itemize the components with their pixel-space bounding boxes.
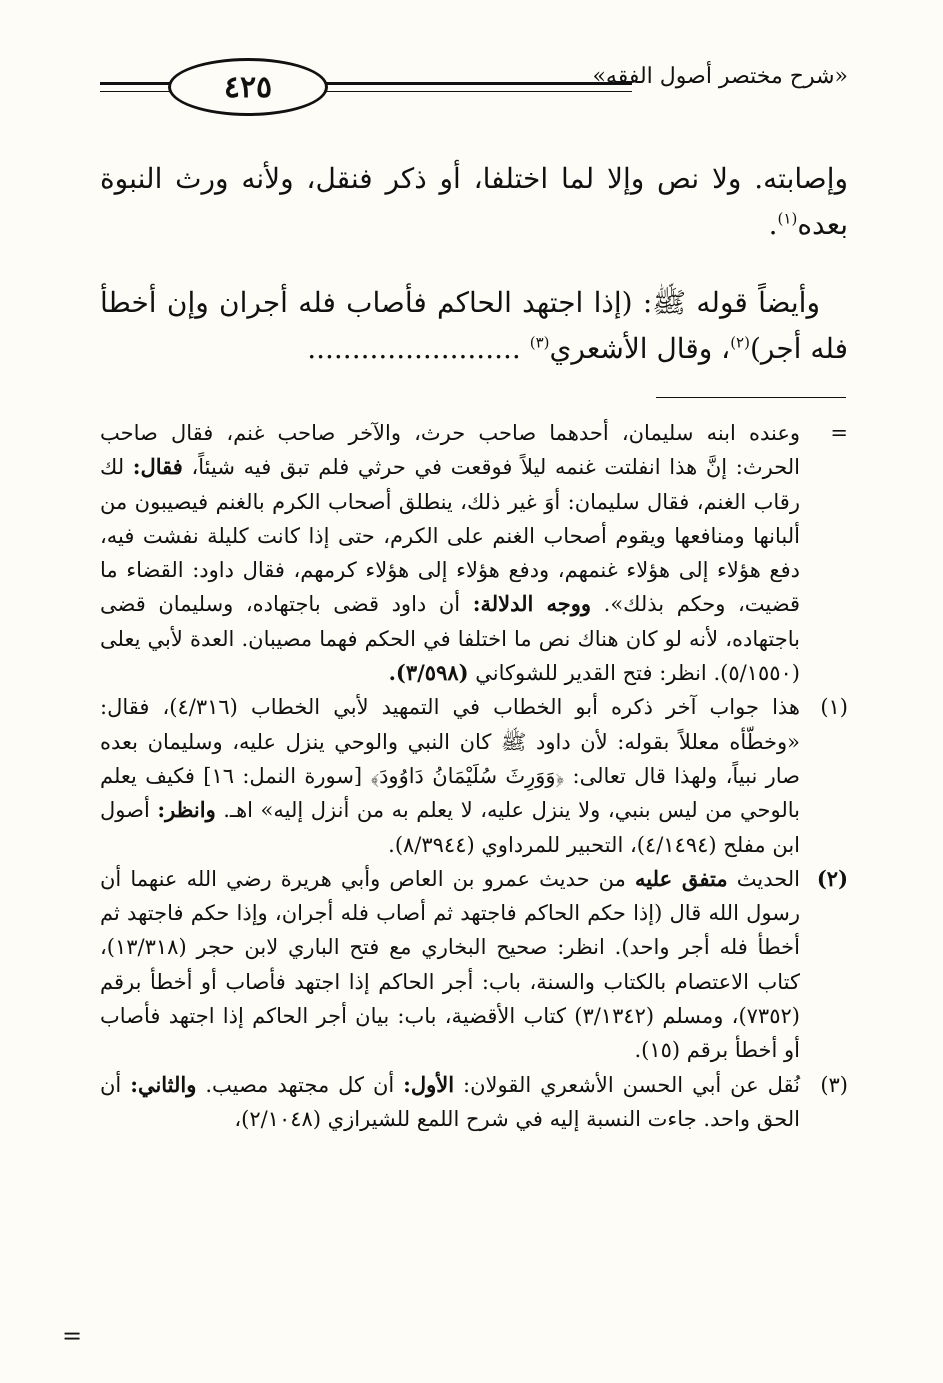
text: لك رقاب الغنم، فقال سليمان: أوَ غير ذلك، ينطلق أصحاب الكرم بالغنم فيصيبون من ألبانها ومنافعها ويقوم أصحاب الغنم على الكرم، حتى إذا كانت كليلة نفشت فيه، دفع هؤلاء إلى هؤلاء غنمهم، ودفع هؤلاء إلى هؤلاء كرمهم، فقال داود: القضاء ما قضيت، وحكم بذلك». [100, 455, 800, 617]
text: أصول ابن مفلح (٤/١٤٩٤)، التحبير للمرداوي (٨/٣٩٤٤). [100, 798, 800, 857]
footnote-continued [100, 416, 848, 690]
text: نُقل عن أبي الحسن الأشعري القولان: [454, 1072, 800, 1097]
running-title: «شرح مختصر أصول الفقه» [592, 64, 848, 89]
bold-text: وانظر: [157, 797, 216, 823]
footnote-1-mark: (١) [820, 695, 848, 720]
body-text: وأيضاً قوله ﷺ: (إذا اجتهد الحاكم فأصاب فله أجران وإن أخطأ فله أجر) [100, 286, 848, 365]
footnote-text [100, 1068, 800, 1137]
footnote-ref-1[interactable]: (١) [777, 209, 798, 228]
footnote-3-mark: (٣) [820, 1072, 848, 1097]
body-text: وإصابته. ولا نص وإلا لما اختلفا، أو ذكر فنقل، ولأنه ورث النبوة بعده [100, 162, 848, 241]
bold-text: فقال: [132, 454, 183, 480]
text: أن داود قضى باجتهاده، وسليمان قضى باجتهاده، لأنه لو كان هناك نص ما اختلفا في الحكم فهما مصيبان. العدة لأبي يعلى (٥/١٥٥٠). انظر: فتح القدير للشوكاني [100, 592, 800, 686]
text: وعنده ابنه سليمان، أحدهما صاحب حرث، والآخر صاحب غنم، فقال صاحب الحرث: إنَّ هذا انفلتت غنمه ليلاً فوقعت في حرثي فلم تبق فيه شيئاً، [100, 421, 800, 480]
body-text: . [768, 208, 778, 241]
body-paragraph-1 [100, 156, 848, 248]
footnote-text [100, 690, 800, 861]
footnote-1 [100, 690, 848, 861]
continuation-dots: ........................ [307, 332, 521, 365]
bold-text: متفق عليه [635, 865, 728, 891]
footnote-ref-2[interactable]: (٢) [730, 333, 750, 352]
body-text: ، وقال الأشعري [549, 332, 731, 365]
continues-next-page-mark: = [62, 1322, 83, 1350]
page-header [100, 52, 848, 122]
text: هذا جواب آخر ذكره أبو الخطاب في التمهيد لأبي الخطاب (٤/٣١٦)، فقال: «وخطّأه معللاً بقوله: لأن داود ﷺ كان النبي والوحي ينزل عليه، وسليمان بعده صار نبياً، ولهذا قال تعالى: ﴿وَوَرِثَ سُلَيْمَانُ دَاوُودَ﴾ [سورة النمل: ١٦] فكيف يعلم بالوحي من ليس بنبي، ولا ينزل عليه، لا يعلم به من أنزل إليه» اهـ. [100, 695, 800, 823]
footnote-text [100, 416, 800, 690]
bold-text: ووجه الدلالة: [472, 591, 592, 617]
text: أن الحق واحد. جاءت النسبة إليه في شرح اللمع للشيرازي (٢/١٠٤٨)، [100, 1072, 800, 1131]
footnote-ref-3[interactable]: (٣) [529, 333, 550, 352]
footnote-3 [100, 1068, 848, 1137]
bold-text: الأول: [403, 1071, 455, 1097]
bold-text: (٣/٥٩٨). [388, 660, 469, 686]
footnote-separator [656, 397, 846, 398]
footnote-2-mark: (٢) [816, 865, 848, 891]
header-rule-middle [322, 82, 632, 92]
footnotes [100, 416, 848, 1136]
footnote-continue-mark: = [830, 421, 848, 445]
page-number: ٤٢٥ [168, 58, 328, 116]
footnote-2 [100, 862, 848, 1068]
footnote-text [100, 862, 800, 1068]
header-rule-left [100, 82, 178, 92]
bold-text: والثاني: [130, 1071, 197, 1097]
body-paragraph-2 [100, 280, 848, 372]
text: الحديث [727, 866, 801, 891]
text: أن كل مجتهد مصيب. [196, 1072, 404, 1097]
text: من حديث عمرو بن العاص وأبي هريرة رضي الله عنهما أن رسول الله قال (إذا حكم الحاكم فاجتهد ثم أصاب فله أجران، وإذا حكم فاجتهد ثم أخطأ فله أجر واحد). انظر: صحيح البخاري مع فتح الباري لابن حجر (١٣/٣١٨)، كتاب الاعتصام بالكتاب والسنة، باب: أجر الحاكم إذا اجتهد فأصاب أو أخطأ برقم (٧٣٥٢)، ومسلم (٣/١٣٤٢) كتاب الأقضية، باب: بيان أجر الحاكم إذا اجتهد فأصاب أو أخطأ برقم (١٥). [100, 866, 800, 1063]
